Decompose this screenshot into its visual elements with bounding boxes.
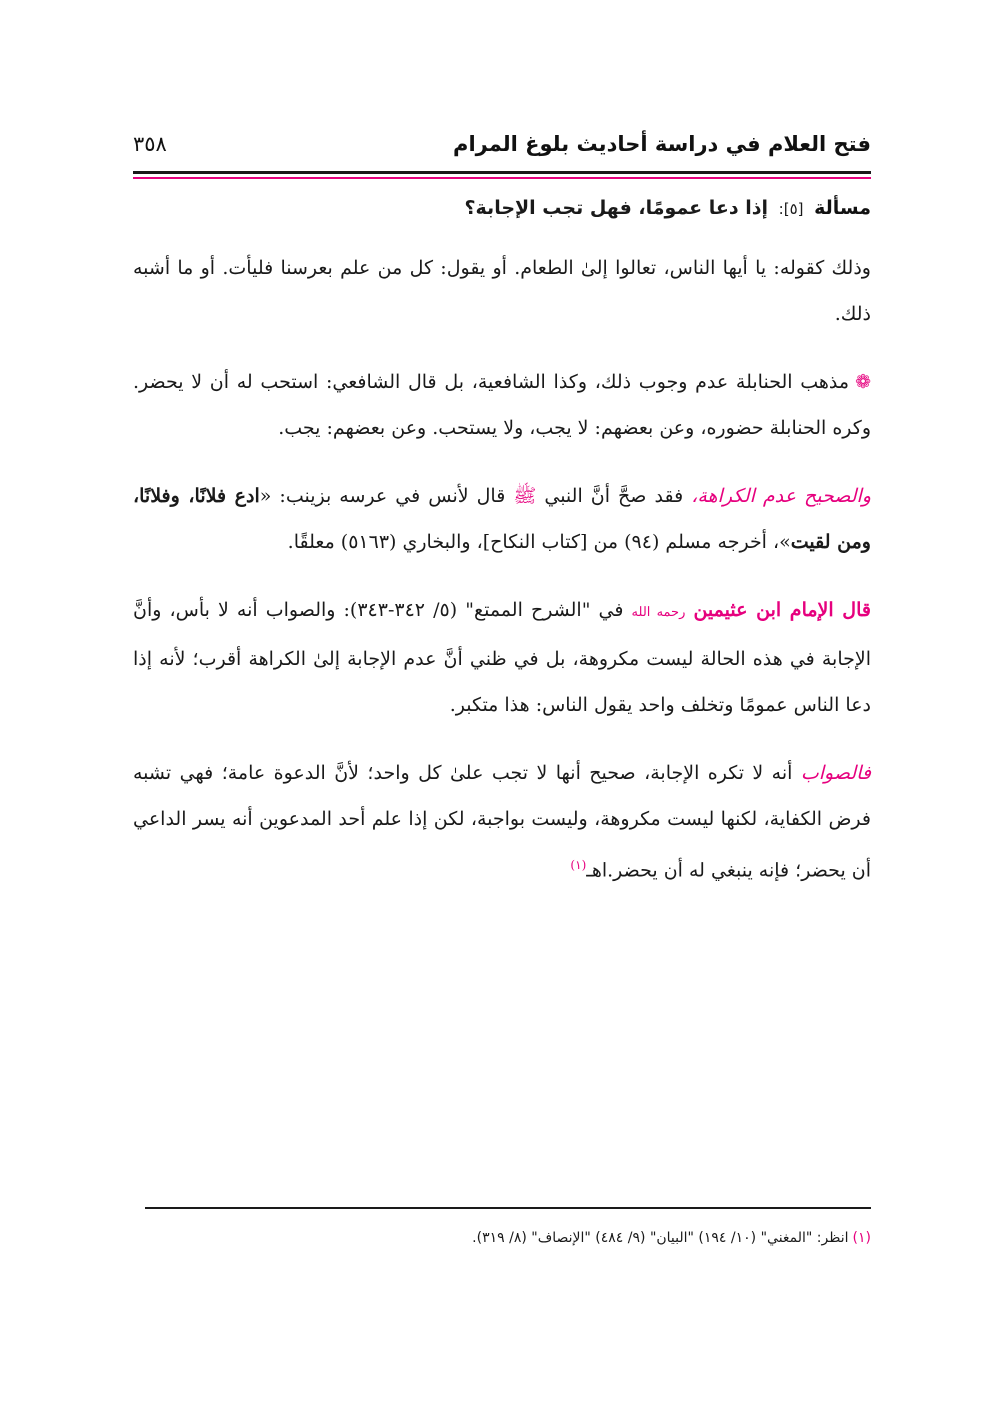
paragraph-2-text: مذهب الحنابلة عدم وجوب ذلك، وكذا الشافعية، بل قال الشافعي: استحب له أن لا يحضر. وكره الحنابلة حضوره، وعن بعضهم: لا يجب، ولا يستحب. وعن بعضهم: يجب. xyxy=(133,371,871,439)
footnote xyxy=(133,1230,871,1246)
paragraph-3 xyxy=(133,473,871,565)
issue-question: إذا دعا عمومًا، فهل تجب الإجابة؟ xyxy=(464,197,769,219)
paragraph-4-text: في "الشرح الممتع" (٥/ ٣٤٢-٣٤٣): والصواب أنه لا بأس، وأنَّ الإجابة في هذه الحالة ليست مكروهة، بل في ظني أنَّ عدم الإجابة إلىٰ الكراهة أقرب؛ لأنه إذا دعا الناس عمومًا وتخلف واحد يقول الناس: هذا متكبر. xyxy=(133,599,871,716)
correct-opinion-lead: والصحيح عدم الكراهة، xyxy=(691,485,872,507)
paragraph-3-text-c: »، أخرجه مسلم (٩٤) من [كتاب النكاح]، والبخاري (٥١٦٣) معلقًا. xyxy=(287,531,791,553)
page-number: ٣٥٨ xyxy=(133,132,167,156)
issue-number: [٥]: xyxy=(778,200,804,218)
scholar-honorific: رحمه الله xyxy=(631,605,686,620)
header-rule-black xyxy=(133,171,871,174)
issue-heading xyxy=(133,190,871,227)
paragraph-4 xyxy=(133,587,871,728)
book-title: فتح العلام في دراسة أحاديث بلوغ المرام xyxy=(453,132,871,156)
hadith-quote: ادع فلانًا، وفلانًا، ومن لقيت xyxy=(133,485,871,553)
scholar-name: قال الإمام ابن عثيمين xyxy=(693,599,871,621)
flower-ornament-icon: ❁ xyxy=(855,371,871,393)
paragraph-1-text: وذلك كقوله: يا أيها الناس، تعالوا إلىٰ الطعام. أو يقول: كل من علم بعرسنا فليأت. أو ما أشبه ذلك. xyxy=(133,257,871,325)
paragraph-5-text: أنه لا تكره الإجابة، صحيح أنها لا تجب علىٰ كل واحد؛ لأنَّ الدعوة عامة؛ فهي تشبه فرض الكفاية، لكنها ليست مكروهة، وليست بواجبة، لكن إذا علم أحد المدعوين أنه يسر الداعي أن يحضر؛ فإنه ينبغي له أن يحضر.اهـ xyxy=(133,762,871,882)
page-body xyxy=(133,190,871,915)
footnote-reference[interactable]: (١) xyxy=(570,858,587,872)
page-header xyxy=(133,132,871,166)
issue-label: مسألة xyxy=(814,197,871,219)
paragraph-5 xyxy=(133,750,871,893)
paragraph-1 xyxy=(133,245,871,337)
header-rule-pink xyxy=(133,177,871,179)
footnote-separator xyxy=(145,1207,871,1209)
paragraph-2 xyxy=(133,359,871,451)
footnote-number: (١) xyxy=(852,1230,871,1246)
prophet-honorific: ﷺ xyxy=(513,485,537,507)
paragraph-3-text-a: فقد صحَّ أنَّ النبي xyxy=(536,485,692,507)
correct-view-lead: فالصواب xyxy=(800,762,871,784)
paragraph-3-text-b: قال لأنس في عرسه بزينب: « xyxy=(259,485,514,507)
footnote-text: انظر: "المغني" (١٠/ ١٩٤) "البيان" (٩/ ٤٨٤) "الإنصاف" (٨/ ٣١٩). xyxy=(472,1230,849,1246)
